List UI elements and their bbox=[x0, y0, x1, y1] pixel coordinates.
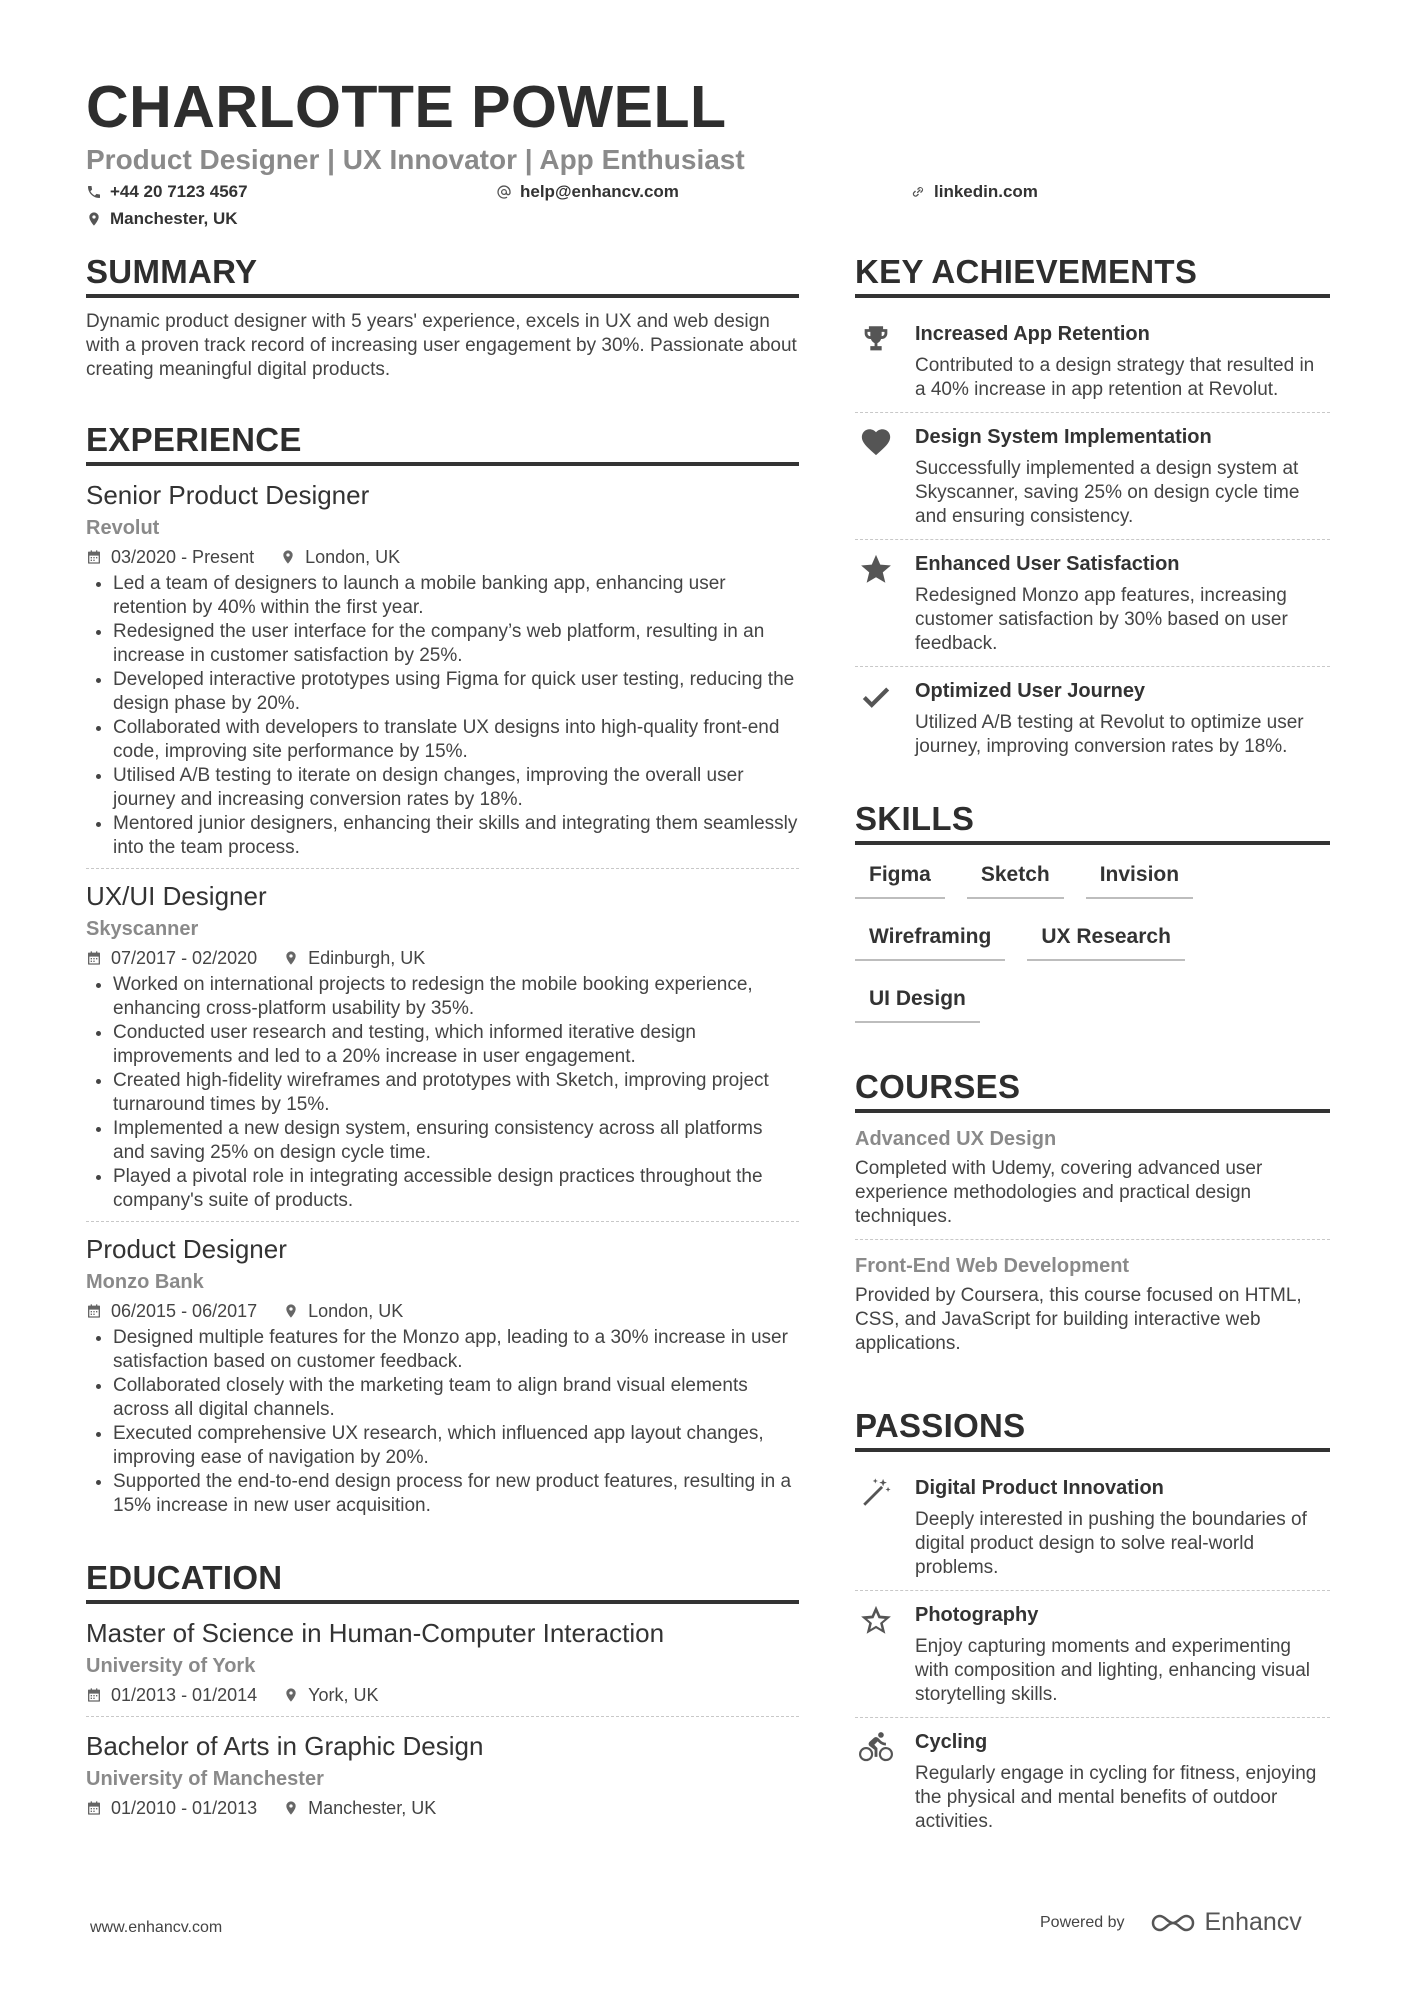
achievement-title: Design System Implementation bbox=[915, 426, 1212, 448]
summary-text: Dynamic product designer with 5 years' experience, excels in UX and web design with a proven track record of increasing user engagement by 30%. Passionate about creating meaningful digital products. bbox=[86, 311, 797, 380]
star-icon bbox=[855, 550, 897, 656]
course-item bbox=[855, 1125, 1330, 1240]
passion-desc: Regularly engage in cycling for fitness, enjoying the physical and mental benefits of outdoor activities. bbox=[915, 1763, 1317, 1832]
calendar-icon bbox=[86, 950, 102, 966]
candidate-title: Product Designer | UX Innovator | App Enthusiast bbox=[86, 144, 745, 175]
skills-list bbox=[855, 857, 1330, 1043]
achievements-heading: KEY ACHIEVEMENTS bbox=[855, 252, 1330, 298]
achievement-item bbox=[855, 310, 1330, 413]
skill-tag: Wireframing bbox=[855, 919, 1005, 961]
location-contact bbox=[86, 207, 238, 231]
check-icon bbox=[855, 677, 897, 759]
passion-title: Cycling bbox=[915, 1731, 988, 1753]
location-pin-icon bbox=[283, 1800, 299, 1816]
job-bullet: • Collaborated with developers to translate UX designs into high-quality front-end code, improving site performance by 15%. bbox=[113, 716, 799, 764]
footer-branding bbox=[1040, 1908, 1302, 1937]
education-meta bbox=[86, 1682, 799, 1708]
infinity-logo-icon bbox=[1149, 1911, 1197, 1935]
job-bullet: • Collaborated closely with the marketing team to align brand visual elements across all digital channels. bbox=[113, 1374, 799, 1422]
website-contact[interactable] bbox=[910, 180, 1038, 204]
job-meta bbox=[86, 544, 799, 570]
website-text: linkedin.com bbox=[934, 182, 1038, 201]
course-desc: Completed with Udemy, covering advanced user experience methodologies and practical design techniques. bbox=[855, 1158, 1263, 1227]
job-entry bbox=[86, 879, 799, 1222]
passions-section bbox=[855, 1406, 1330, 1844]
cycling-icon bbox=[855, 1728, 897, 1834]
job-bullet: • Mentored junior designers, enhancing their skills and integrating them seamlessly into the team process. bbox=[113, 812, 799, 860]
achievement-title: Optimized User Journey bbox=[915, 680, 1146, 702]
trophy-icon bbox=[855, 320, 897, 402]
job-location bbox=[280, 544, 400, 570]
job-dates bbox=[86, 945, 257, 971]
location-pin-icon bbox=[283, 1687, 299, 1703]
job-bullet: • Created high-fidelity wireframes and prototypes with Sketch, improving project turnaround times by 15%. bbox=[113, 1069, 799, 1117]
job-bullet: • Developed interactive prototypes using Figma for quick user testing, reducing the design phase by 20%. bbox=[113, 668, 799, 716]
education-location-text: Manchester, UK bbox=[308, 1798, 437, 1818]
education-meta bbox=[86, 1795, 799, 1821]
job-entry bbox=[86, 478, 799, 869]
candidate-name: CHARLOTTE POWELL bbox=[86, 74, 727, 140]
job-location bbox=[283, 945, 425, 971]
job-dates-text: 06/2015 - 06/2017 bbox=[111, 1301, 258, 1321]
powered-by-label: Powered by bbox=[1040, 1913, 1125, 1931]
location-text: Manchester, UK bbox=[110, 209, 238, 228]
at-icon bbox=[496, 184, 512, 200]
courses-section bbox=[855, 1067, 1330, 1366]
school-name: University of Manchester bbox=[86, 1768, 324, 1790]
job-entry bbox=[86, 1232, 799, 1526]
achievement-item bbox=[855, 413, 1330, 540]
skill-tag: Figma bbox=[855, 857, 945, 899]
passion-title: Photography bbox=[915, 1604, 1039, 1626]
email-contact[interactable] bbox=[496, 180, 679, 204]
job-bullets bbox=[86, 973, 799, 1213]
job-bullet: • Executed comprehensive UX research, which influenced app layout changes, improving ease of navigation by 20%. bbox=[113, 1422, 799, 1470]
job-dates-text: 07/2017 - 02/2020 bbox=[111, 948, 258, 968]
job-bullet: • Redesigned the user interface for the company’s web platform, resulting in an increase in customer satisfaction by 25%. bbox=[113, 620, 799, 668]
course-desc: Provided by Coursera, this course focused on HTML, CSS, and JavaScript for building interactive web applications. bbox=[855, 1285, 1302, 1354]
passion-item bbox=[855, 1464, 1330, 1591]
company-name: Monzo Bank bbox=[86, 1271, 204, 1293]
education-section bbox=[86, 1558, 799, 1829]
skill-tag: Invision bbox=[1086, 857, 1193, 899]
email-text: help@enhancv.com bbox=[520, 182, 679, 201]
star-outline-icon bbox=[855, 1601, 897, 1707]
experience-heading: EXPERIENCE bbox=[86, 420, 799, 466]
job-title: UX/UI Designer bbox=[86, 881, 267, 911]
calendar-icon bbox=[86, 1687, 102, 1703]
enhancv-logo[interactable] bbox=[1149, 1908, 1302, 1937]
degree-title: Bachelor of Arts in Graphic Design bbox=[86, 1731, 484, 1761]
job-dates bbox=[86, 1298, 257, 1324]
job-location-text: Edinburgh, UK bbox=[308, 948, 426, 968]
passion-desc: Enjoy capturing moments and experimenting with composition and lighting, enhancing visual storytelling skills. bbox=[915, 1636, 1311, 1705]
job-bullet: • Worked on international projects to redesign the mobile booking experience, enhancing cross-platform usability by 35%. bbox=[113, 973, 799, 1021]
calendar-icon bbox=[86, 1800, 102, 1816]
job-meta bbox=[86, 945, 799, 971]
skill-tag: UX Research bbox=[1027, 919, 1185, 961]
summary-heading: SUMMARY bbox=[86, 252, 799, 298]
achievement-item bbox=[855, 667, 1330, 769]
education-entry bbox=[86, 1616, 799, 1717]
location-pin-icon bbox=[280, 549, 296, 565]
passions-heading: PASSIONS bbox=[855, 1406, 1330, 1452]
right-column bbox=[855, 252, 1330, 1882]
school-name: University of York bbox=[86, 1655, 256, 1677]
job-location bbox=[283, 1298, 403, 1324]
location-pin-icon bbox=[283, 950, 299, 966]
job-bullet: • Conducted user research and testing, which informed iterative design improvements and led to a 20% increase in user engagement. bbox=[113, 1021, 799, 1069]
education-dates-text: 01/2010 - 01/2013 bbox=[111, 1798, 258, 1818]
job-location-text: London, UK bbox=[305, 547, 401, 567]
skills-section bbox=[855, 799, 1330, 1043]
job-bullet: • Supported the end-to-end design process for new product features, resulting in a 15% increase in new user acquisition. bbox=[113, 1470, 799, 1518]
job-dates bbox=[86, 544, 254, 570]
location-pin-icon bbox=[86, 211, 102, 227]
summary-section bbox=[86, 252, 799, 382]
job-meta bbox=[86, 1298, 799, 1324]
brand-name: Enhancv bbox=[1204, 1908, 1302, 1936]
achievement-desc: Contributed to a design strategy that resulted in a 40% increase in app retention at Revolut. bbox=[915, 355, 1315, 400]
experience-section bbox=[86, 420, 799, 1526]
education-entry bbox=[86, 1729, 799, 1829]
achievement-desc: Redesigned Monzo app features, increasing customer satisfaction by 30% based on user feedback. bbox=[915, 585, 1288, 654]
education-dates-text: 01/2013 - 01/2014 bbox=[111, 1685, 258, 1705]
achievement-desc: Utilized A/B testing at Revolut to optimize user journey, improving conversion rates by 18%. bbox=[915, 712, 1304, 757]
degree-title: Master of Science in Human-Computer Interaction bbox=[86, 1618, 665, 1648]
skills-heading: SKILLS bbox=[855, 799, 1330, 845]
education-location bbox=[283, 1795, 436, 1821]
courses-heading: COURSES bbox=[855, 1067, 1330, 1113]
calendar-icon bbox=[86, 1303, 102, 1319]
magic-wand-icon bbox=[855, 1474, 897, 1580]
phone-text: +44 20 7123 4567 bbox=[110, 182, 248, 201]
job-bullets bbox=[86, 1326, 799, 1518]
footer-website[interactable]: www.enhancv.com bbox=[90, 1919, 223, 1936]
achievement-title: Enhanced User Satisfaction bbox=[915, 553, 1180, 575]
job-location-text: London, UK bbox=[308, 1301, 404, 1321]
job-title: Senior Product Designer bbox=[86, 480, 370, 510]
job-bullet: • Designed multiple features for the Monzo app, leading to a 30% increase in user satisfaction based on customer feedback. bbox=[113, 1326, 799, 1374]
job-bullets bbox=[86, 572, 799, 860]
education-heading: EDUCATION bbox=[86, 1558, 799, 1604]
achievement-title: Increased App Retention bbox=[915, 323, 1150, 345]
phone-icon bbox=[86, 184, 102, 200]
job-bullet: • Led a team of designers to launch a mobile banking app, enhancing user retention by 40% within the first year. bbox=[113, 572, 799, 620]
course-item bbox=[855, 1252, 1330, 1366]
left-column bbox=[86, 252, 799, 1867]
course-title: Advanced UX Design bbox=[855, 1128, 1057, 1150]
education-location bbox=[283, 1682, 378, 1708]
course-title: Front-End Web Development bbox=[855, 1255, 1130, 1277]
heart-icon bbox=[855, 423, 897, 529]
education-dates bbox=[86, 1795, 257, 1821]
skill-tag: UI Design bbox=[855, 981, 980, 1023]
achievement-desc: Successfully implemented a design system at Skyscanner, saving 25% on design cycle time and ensuring consistency. bbox=[915, 458, 1300, 527]
job-title: Product Designer bbox=[86, 1234, 287, 1264]
education-location-text: York, UK bbox=[308, 1685, 379, 1705]
achievement-item bbox=[855, 540, 1330, 667]
achievements-section bbox=[855, 252, 1330, 769]
job-dates-text: 03/2020 - Present bbox=[111, 547, 255, 567]
company-name: Revolut bbox=[86, 517, 160, 539]
phone-contact bbox=[86, 180, 248, 204]
education-dates bbox=[86, 1682, 257, 1708]
job-bullet: • Implemented a new design system, ensuring consistency across all platforms and saving 25% on design cycle time. bbox=[113, 1117, 799, 1165]
passion-item bbox=[855, 1718, 1330, 1844]
company-name: Skyscanner bbox=[86, 918, 199, 940]
job-bullet: • Utilised A/B testing to iterate on design changes, improving the overall user journey and increasing conversion rates by 18%. bbox=[113, 764, 799, 812]
location-pin-icon bbox=[283, 1303, 299, 1319]
contact-info bbox=[86, 180, 1326, 238]
job-bullet: • Played a pivotal role in integrating accessible design practices throughout the company's suite of products. bbox=[113, 1165, 799, 1213]
calendar-icon bbox=[86, 549, 102, 565]
passion-desc: Deeply interested in pushing the boundaries of digital product design to solve real-world problems. bbox=[915, 1509, 1307, 1578]
passion-item bbox=[855, 1591, 1330, 1718]
passion-title: Digital Product Innovation bbox=[915, 1477, 1164, 1499]
resume-header bbox=[86, 72, 1326, 238]
link-icon bbox=[910, 184, 926, 200]
skill-tag: Sketch bbox=[967, 857, 1064, 899]
